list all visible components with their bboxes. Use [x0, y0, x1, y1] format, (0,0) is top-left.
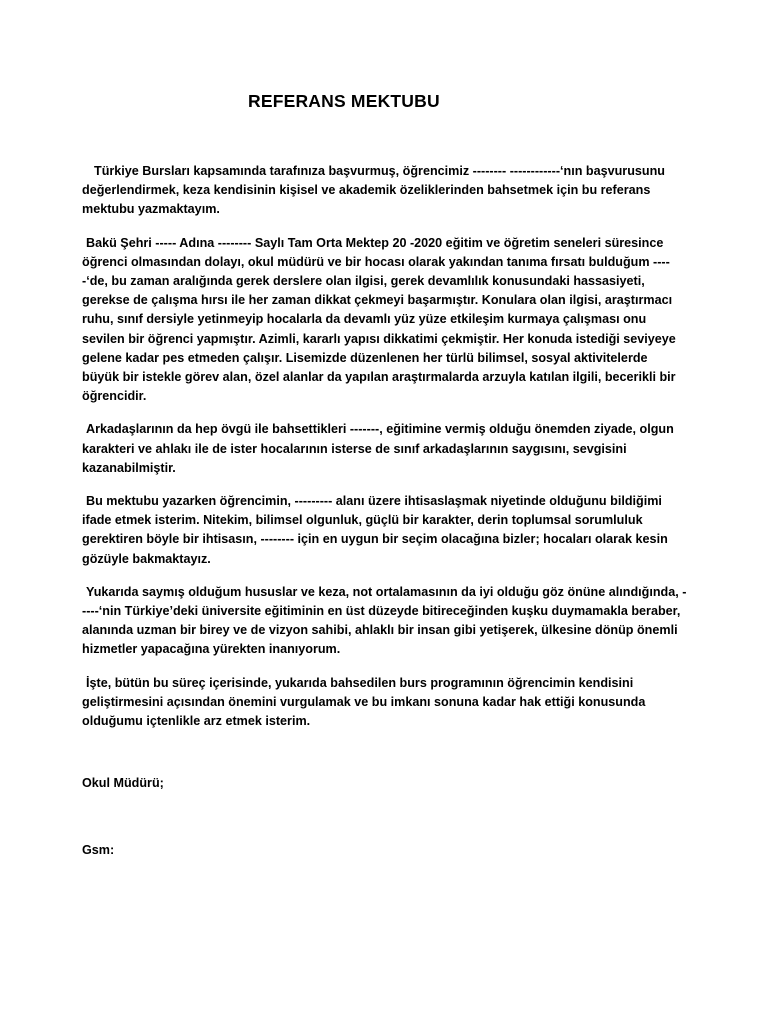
paragraph-specialization: Bu mektubu yazarken öğrencimin, --------- alanı üzere ihtisaslaşmak niyetinde olduğunu bildiğimi ifade etmek isterim. Nitekim, bilimsel olgunluk, güçlü bir karakter, derin toplumsal sorumluluk gerektiren böyle bir ihtisasın, -------- için en uygun bir seçim olacağına bizler; hocaları olarak kesin gözüyle bakmaktayız. [82, 494, 668, 566]
principal-signature-label: Okul Müdürü; [82, 776, 164, 790]
paragraph-belief: Yukarıda saymış olduğum hususlar ve keza, not ortalamasının da iyi olduğu göz önüne alındığında, -----‘nin Türkiye’deki üniversite eğitiminin en üst düzeyde bitireceğinden kuşku duymamakla beraber, alanında uzman bir birey ve de vizyon sahibi, ahlaklı bir insan gibi yetişerek, ülkesine dönüp önemli hizmetler yapacağına yürekten inanıyorum. [82, 584, 687, 657]
paragraph-intro: Türkiye Bursları kapsamında tarafınıza başvurmuş, öğrencimiz -------- ------------‘nın başvurusunu değerlendirmek, keza kendisinin kişisel ve akademik özeliklerinden bahsetmek için bu referans mektubu yazmaktayım. [82, 164, 665, 217]
paragraph-school-background: Bakü Şehri ----- Adına -------- Saylı Tam Orta Mektep 20 -2020 eğitim ve öğretim seneleri süresince öğrenci olmasından dolayı, okul müdürü ve bir hocası olarak yakından tanıma fırsatı bulduğum -----‘de, bu zaman aralığında gerek derslere olan ilgisi, gerek devamlılık konusundaki hassasiyeti, gerekse de çalışma hırsı ile her zaman dikkat çekmeyi başarmıştır. Konulara olan ilgisi, araştırmacı ruhu, sınıf dersiyle yetinmeyip hocalarla da devamlı yüz yüze etkileşim kurmaya çalışması onu sevilen bir öğrenci yapmıştır. Azimli, kararlı yapısı dikkatimi çekmiştir. Her konuda istediği seviyeye gelene kadar pes etmeden çalışır. Lisemizde düzenlenen her türlü bilimsel, sosyal aktivitelerde büyük bir istekle görev alan, özel alanlar da yapılan araştırmalarda arzuyla katılan ilgili, becerikli bir öğrencidir. [82, 235, 676, 404]
letter-body [82, 162, 688, 745]
gsm-label: Gsm: [82, 843, 115, 857]
paragraph-conclusion: İşte, bütün bu süreç içerisinde, yukarıda bahsedilen burs programının öğrencimin kendisini geliştirmesini açısından önemini vurgulamak ve bu imkanı sonuna kadar hak ettiği konusunda olduğumu içtenlikle arz etmek isterim. [82, 675, 646, 729]
document-title: REFERANS MEKTUBU [248, 91, 440, 111]
paragraph-character: Arkadaşlarının da hep övgü ile bahsettikleri -------, eğitimine vermiş olduğu önemden ziyade, olgun karakteri ve ahlakı ile de ister hocalarının isterse de sınıf arkadaşlarının saygısını, sevgisini kazanabilmiştir. [82, 422, 674, 475]
